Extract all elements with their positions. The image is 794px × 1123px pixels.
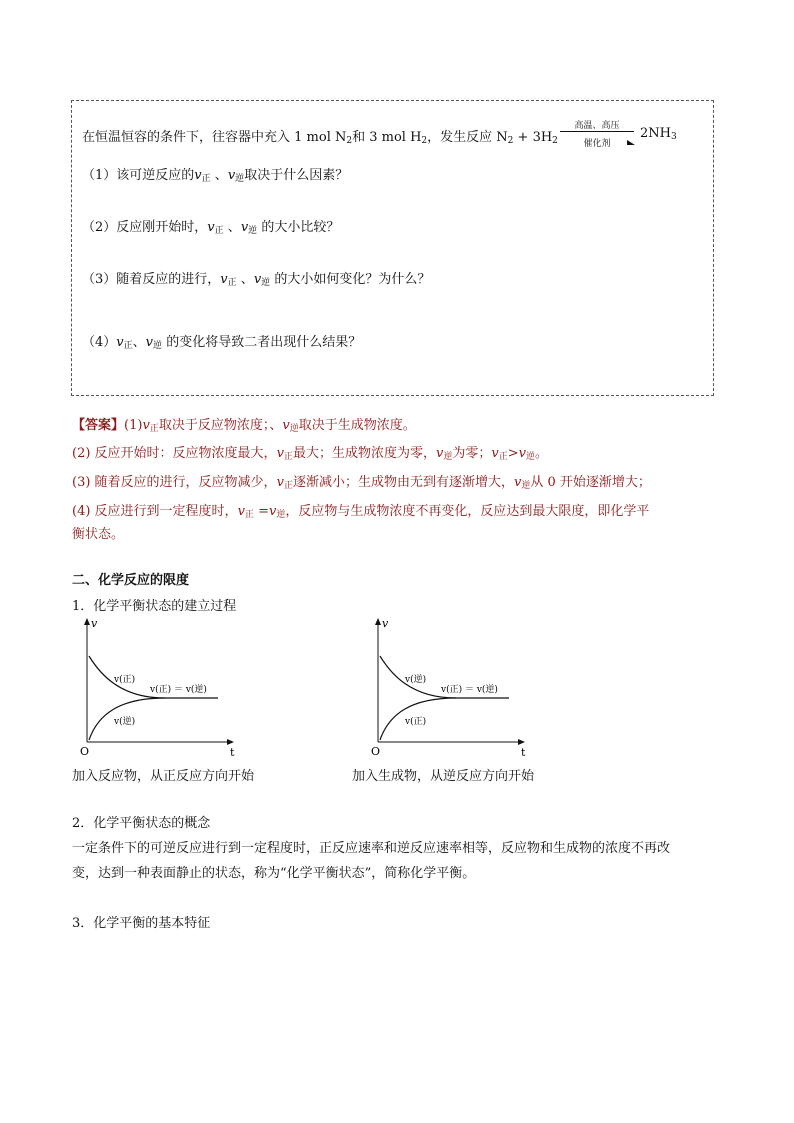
v-symbol: v [518, 446, 526, 461]
q-text: 的大小如何变化？为什么？ [274, 272, 431, 287]
concept-paragraph-line-2: 变，达到一种表面静止的状态，称为“化学平衡状态”，简称化学平衡。 [72, 866, 476, 881]
subscript: 3 [670, 132, 677, 142]
subscript: 逆 [248, 226, 258, 236]
subsection-3: 3．化学平衡的基本特征 [72, 916, 211, 931]
arrow-condition-top: 高温、高压 [574, 121, 620, 131]
a-text: (3) 随着反应的进行，反应物减少， [72, 475, 277, 490]
question-4 [82, 331, 361, 351]
q-text: 、 [227, 220, 241, 235]
subscript: 正 [244, 510, 254, 520]
y-axis-label: v [382, 617, 389, 630]
q-text: （4） [82, 335, 117, 350]
answer-1 [72, 414, 416, 434]
graph-reverse [361, 614, 541, 760]
subscript: 2 [346, 136, 353, 146]
subscript: 2 [507, 136, 514, 146]
subsection-2: 2．化学平衡状态的概念 [72, 816, 211, 831]
a-text: = [253, 504, 269, 519]
x-arrow-icon [227, 739, 234, 745]
v-symbol: v [227, 168, 236, 183]
a-text: 从 0 开始逐渐增大； [530, 475, 651, 490]
subscript: 正 [123, 341, 133, 351]
y-axis-label: v [91, 617, 98, 630]
y-arrow-icon [84, 618, 90, 625]
v-symbol: v [435, 446, 444, 461]
v-symbol: v [220, 272, 228, 287]
subscript: 正 [283, 481, 293, 491]
origin-label: O [80, 745, 90, 758]
a-text: 取决于反应物浓度；、 [158, 418, 283, 433]
product-text: 2NH [640, 126, 671, 141]
question-intro [82, 126, 558, 146]
a-text: > [507, 446, 519, 461]
equilibrium-label: v(正) ＝ v(逆) [441, 685, 498, 695]
v-symbol: v [240, 220, 249, 235]
lower-curve-label: v(逆) [114, 717, 136, 727]
a-text: (2) 反应开始时：反应物浓度最大， [72, 446, 277, 461]
v-symbol: v [268, 504, 277, 519]
section-title: 二、化学反应的限度 [72, 573, 190, 588]
a-text: 最大；生成物浓度为零， [292, 446, 436, 461]
arrow-line [560, 131, 634, 132]
v-symbol: v [142, 418, 150, 433]
v-symbol: v [276, 446, 284, 461]
subscript: 正 [227, 278, 237, 288]
intro-text: ，发生反应 N [427, 130, 508, 145]
subscript: 逆 [289, 424, 299, 434]
q-text: 、 [240, 272, 254, 287]
q-text: 取决于什么因素？ [244, 168, 349, 183]
subscript: 逆 [153, 341, 163, 351]
question-1 [82, 164, 348, 184]
equilibrium-label: v(正) ＝ v(逆) [150, 685, 207, 695]
lower-curve-label: v(正) [405, 717, 427, 727]
intro-text: 在恒温恒容的条件下，往容器中充入 1 mol N [82, 130, 347, 145]
q-text: 的变化将导致二者出现什么结果？ [166, 335, 362, 350]
subscript: 正 [498, 452, 508, 462]
intro-text: + 3H [513, 130, 553, 145]
v-symbol: v [276, 475, 284, 490]
v-symbol: v [145, 335, 154, 350]
question-3 [82, 268, 430, 288]
upper-curve-label: v(正) [114, 675, 136, 685]
q-text: 、 [214, 168, 228, 183]
subscript: 2 [421, 136, 428, 146]
caption-reverse: 加入生成物，从逆反应方向开始 [352, 769, 535, 784]
a-text: 为零； [452, 446, 492, 461]
answer-3 [72, 471, 651, 491]
q-text: 、 [132, 335, 146, 350]
v-symbol: v [116, 335, 124, 350]
origin-label: O [371, 745, 381, 758]
reaction-arrow [560, 118, 634, 150]
a-text: 逐渐减小；生成物由无到有逐渐增大， [292, 475, 514, 490]
upper-curve-label: v(逆) [405, 675, 427, 685]
q-text: （2）反应刚开始时， [82, 220, 208, 235]
intro-text: 和 3 mol H [352, 130, 422, 145]
v-symbol: v [207, 220, 215, 235]
q-text: （1）该可逆反应的 [82, 168, 195, 183]
v-symbol: v [282, 418, 290, 433]
subscript: 正 [283, 452, 293, 462]
a-text: (4) 反应进行到一定程度时， [72, 504, 238, 519]
subscript: 正 [214, 226, 224, 236]
v-symbol: v [491, 446, 499, 461]
a-text: 取决于生成物浓度。 [298, 418, 416, 433]
reaction-product [640, 126, 677, 142]
q-text: 的大小比较？ [261, 220, 340, 235]
subscript: 正 [201, 174, 211, 184]
a-text: ，反应物与生成物浓度不再变化，反应达到最大限度，即化学平 [285, 504, 650, 519]
subscript: 逆 [525, 452, 535, 462]
arrow-condition-bottom: 催化剂 [583, 139, 611, 149]
answer-2 [72, 442, 548, 462]
x-axis-label: t [521, 746, 526, 759]
subscript: 正 [149, 424, 159, 434]
v-symbol: v [194, 168, 202, 183]
subscript: 逆 [443, 452, 453, 462]
question-2 [82, 216, 339, 236]
subscript: 逆 [521, 481, 531, 491]
v-symbol: v [513, 475, 522, 490]
answer-label: 【答案】 [72, 418, 125, 433]
v-symbol: v [253, 272, 262, 287]
graph-forward [70, 614, 250, 760]
y-arrow-icon [375, 618, 381, 625]
subscript: 逆 [261, 278, 271, 288]
answer-4 [72, 500, 649, 520]
x-axis-label: t [230, 746, 235, 759]
v-symbol: v [237, 504, 245, 519]
subsection-1: 1．化学平衡状态的建立过程 [72, 599, 237, 614]
q-text: （3）随着反应的进行， [82, 272, 221, 287]
a-text: 。 [535, 446, 549, 461]
a-text: (1) [124, 418, 143, 433]
concept-paragraph-line-1: 一定条件下的可逆反应进行到一定程度时，正反应速率和逆反应速率相等，反应物和生成物的浓度不再改 [72, 841, 671, 856]
subscript: 逆 [235, 174, 245, 184]
subscript: 2 [552, 136, 558, 146]
subscript: 逆 [276, 510, 286, 520]
answer-4-cont: 衡状态。 [72, 527, 125, 542]
x-arrow-icon [518, 739, 525, 745]
caption-forward: 加入反应物，从正反应方向开始 [72, 769, 255, 784]
